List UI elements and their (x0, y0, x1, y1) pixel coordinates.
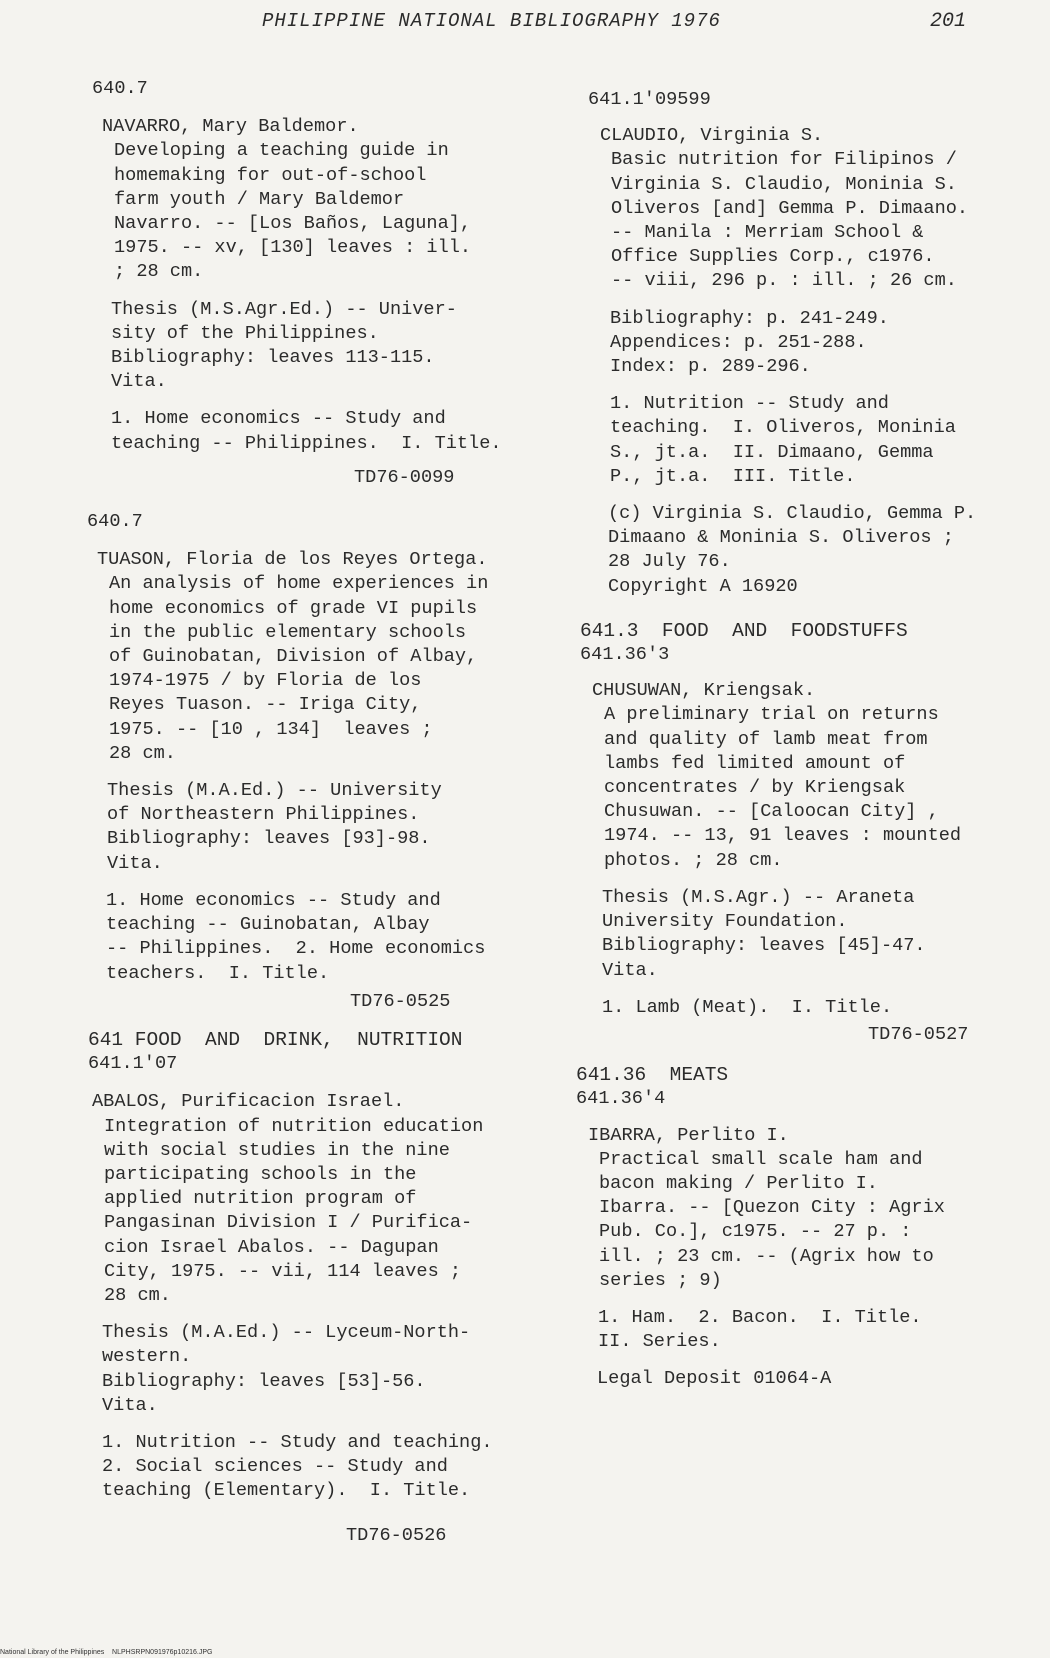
class-number: 641.36'3 (580, 644, 670, 666)
entry-tracings (580, 1306, 1020, 1354)
bib-entry (88, 1028, 532, 1548)
entry-notes (92, 298, 532, 395)
entry-tracings (92, 1431, 532, 1504)
entry-body (92, 1115, 532, 1309)
copyright-line: Dimaano & Moninia S. Oliveros ; (608, 527, 954, 549)
body-line: -- Manila : Merriam School & (611, 222, 924, 244)
tracing-line: 1. Nutrition -- Study and (610, 393, 889, 415)
body-line: Virginia S. Claudio, Moninia S. (611, 173, 957, 195)
tracing-line: S., jt.a. II. Dimaano, Gemma (610, 441, 934, 463)
body-line: Integration of nutrition education (104, 1115, 484, 1137)
tracing-line: 1. Home economics -- Study and (106, 889, 441, 911)
note-line: Vita. (111, 371, 167, 393)
entry-heading: NAVARRO, Mary Baldemor. (102, 116, 359, 138)
body-line: A preliminary trial on returns (604, 704, 939, 726)
body-line: 1975. -- [10 , 134] leaves ; (109, 718, 433, 740)
body-line: participating schools in the (104, 1163, 417, 1185)
entry-heading: TUASON, Floria de los Reyes Ortega. (97, 549, 488, 571)
tracing-line: teaching -- Guinobatan, Albay (106, 914, 430, 936)
tracing-line: teachers. I. Title. (106, 962, 330, 984)
tracing-line: 1. Home economics -- Study and (111, 408, 446, 430)
entry-body (92, 139, 532, 284)
body-line: Reyes Tuason. -- Iriga City, (109, 694, 422, 716)
entry-body (92, 572, 532, 766)
note-line: of Northeastern Philippines. (107, 804, 420, 826)
body-line: of Guinobatan, Division of Albay, (109, 646, 478, 668)
bib-entry (580, 88, 1020, 599)
body-line: 1975. -- xv, [130] leaves : ill. (114, 237, 472, 259)
section-heading: 641.36 MEATS (576, 1064, 729, 1087)
tracing-line: 2. Social sciences -- Study and (102, 1456, 448, 1478)
body-line: bacon making / Perlito I. (599, 1172, 878, 1194)
accession-number: TD76-0525 (350, 990, 451, 1012)
page-header-title: PHILIPPINE NATIONAL BIBLIOGRAPHY 1976 (262, 10, 721, 32)
note-line: Vita. (102, 1394, 158, 1416)
body-line: Pub. Co.], c1975. -- 27 p. : (599, 1221, 923, 1243)
accession-number: TD76-0099 (354, 466, 455, 488)
body-line: 1974-1975 / by Floria de los (109, 670, 422, 692)
note-line: Appendices: p. 251-288. (610, 331, 867, 353)
body-line: homemaking for out-of-school (114, 164, 427, 186)
body-line: series ; 9) (599, 1269, 722, 1291)
accession-number: TD76-0526 (346, 1524, 447, 1546)
body-line: cion Israel Abalos. -- Dagupan (104, 1236, 439, 1258)
note-line: Thesis (M.S.Agr.Ed.) -- Univer- (111, 298, 457, 320)
note-line: University Foundation. (602, 911, 848, 933)
entry-notes (580, 307, 1020, 380)
entry-heading: CHUSUWAN, Kriengsak. (592, 680, 816, 702)
note-line: Thesis (M.A.Ed.) -- Lyceum-North- (102, 1322, 471, 1344)
body-line: 28 cm. (104, 1284, 171, 1306)
body-line: Oliveros [and] Gemma P. Dimaano. (611, 197, 969, 219)
note-line: Vita. (602, 959, 658, 981)
entry-notes (92, 1321, 532, 1418)
accession-number: TD76-0527 (868, 1023, 969, 1045)
note-line: Bibliography: leaves [45]-47. (602, 935, 926, 957)
body-line: ill. ; 23 cm. -- (Agrix how to (599, 1245, 934, 1267)
body-line: Practical small scale ham and (599, 1148, 923, 1170)
entry-tracings (92, 889, 532, 986)
body-line: Basic nutrition for Filipinos / (611, 149, 957, 171)
bib-entry (87, 510, 532, 1014)
body-line: in the public elementary schools (109, 621, 467, 643)
body-line: Navarro. -- [Los Baños, Laguna], (114, 213, 472, 235)
body-line: Ibarra. -- [Quezon City : Agrix (599, 1197, 945, 1219)
entry-notes (580, 886, 1020, 983)
entry-heading: ABALOS, Purificacion Israel. (92, 1091, 405, 1113)
entry-copyright (580, 502, 1020, 599)
right-column (576, 88, 1020, 1392)
entry-body (580, 1148, 1020, 1293)
body-line: applied nutrition program of (104, 1188, 417, 1210)
body-line: home economics of grade VI pupils (109, 597, 478, 619)
tracing-line: teaching (Elementary). I. Title. (102, 1480, 471, 1502)
entry-tracings (580, 996, 1020, 1020)
tracing-line: teaching. I. Oliveros, Moninia (610, 417, 956, 439)
class-number: 640.7 (92, 78, 148, 99)
bib-entry (580, 619, 1020, 1047)
tracing-line: teaching -- Philippines. I. Title. (111, 432, 502, 454)
copyright-line: 28 July 76. (608, 551, 731, 573)
note-line: western. (102, 1346, 192, 1368)
class-number: 640.7 (87, 511, 143, 533)
copyright-line: Copyright A 16920 (608, 575, 798, 597)
note-line: Thesis (M.A.Ed.) -- University (107, 780, 442, 802)
entry-heading: CLAUDIO, Virginia S. (600, 125, 824, 147)
legal-deposit: Legal Deposit 01064-A (597, 1368, 832, 1390)
note-line: Vita. (107, 852, 163, 874)
tracing-line: -- Philippines. 2. Home economics (106, 938, 486, 960)
note-line: Bibliography: leaves [53]-56. (102, 1370, 426, 1392)
body-line: farm youth / Mary Baldemor (114, 188, 405, 210)
body-line: photos. ; 28 cm. (604, 849, 783, 871)
class-number: 641.36'4 (576, 1088, 666, 1110)
body-line: Chusuwan. -- [Caloocan City] , (604, 801, 939, 823)
tracing-line: II. Series. (598, 1331, 721, 1353)
body-line: and quality of lamb meat from (604, 728, 928, 750)
body-line: concentrates / by Kriengsak (604, 777, 906, 799)
section-heading: 641 FOOD AND DRINK, NUTRITION (88, 1028, 463, 1051)
entry-notes (92, 779, 532, 876)
tracing-line: 1. Nutrition -- Study and teaching. (102, 1431, 493, 1453)
body-line: -- viii, 296 p. : ill. ; 26 cm. (611, 270, 957, 292)
note-line: Bibliography: leaves 113-115. (111, 347, 435, 369)
page-number: 201 (930, 10, 967, 33)
body-line: 28 cm. (109, 742, 176, 764)
tracing-line: P., jt.a. III. Title. (610, 465, 856, 487)
section-heading: 641.3 FOOD AND FOODSTUFFS (580, 619, 908, 642)
entry-body (580, 148, 1020, 293)
body-line: Office Supplies Corp., c1976. (611, 246, 935, 268)
class-number: 641.1'09599 (588, 89, 711, 110)
note-line: Bibliography: p. 241-249. (610, 307, 889, 329)
body-line: City, 1975. -- vii, 114 leaves ; (104, 1260, 462, 1282)
body-line: with social studies in the nine (104, 1139, 450, 1161)
scan-footer: National Library of the Philippines NLPHSRPN091976p10216.JPG (0, 1649, 213, 1656)
class-number: 641.1'07 (88, 1053, 178, 1075)
body-line: An analysis of home experiences in (109, 573, 489, 595)
body-line: Developing a teaching guide in (114, 140, 449, 162)
note-line: sity of the Philippines. (111, 322, 379, 344)
body-line: ; 28 cm. (114, 261, 204, 283)
entry-heading: IBARRA, Perlito I. (588, 1124, 789, 1146)
entry-tracings (580, 392, 1020, 489)
bib-entry (576, 1063, 1020, 1391)
copyright-line: (c) Virginia S. Claudio, Gemma P. (608, 503, 977, 525)
tracing-line: 1. Lamb (Meat). I. Title. (602, 996, 893, 1018)
bib-entry (92, 77, 532, 490)
body-line: 1974. -- 13, 91 leaves : mounted (604, 825, 962, 847)
entry-tracings (92, 407, 532, 455)
note-line: Index: p. 289-296. (610, 356, 811, 378)
note-line: Thesis (M.S.Agr.) -- Araneta (602, 886, 915, 908)
tracing-line: 1. Ham. 2. Bacon. I. Title. (598, 1306, 922, 1328)
body-line: lambs fed limited amount of (604, 752, 906, 774)
left-column (87, 77, 532, 1548)
entry-body (580, 703, 1020, 872)
note-line: Bibliography: leaves [93]-98. (107, 828, 431, 850)
body-line: Pangasinan Division I / Purifica- (104, 1212, 473, 1234)
